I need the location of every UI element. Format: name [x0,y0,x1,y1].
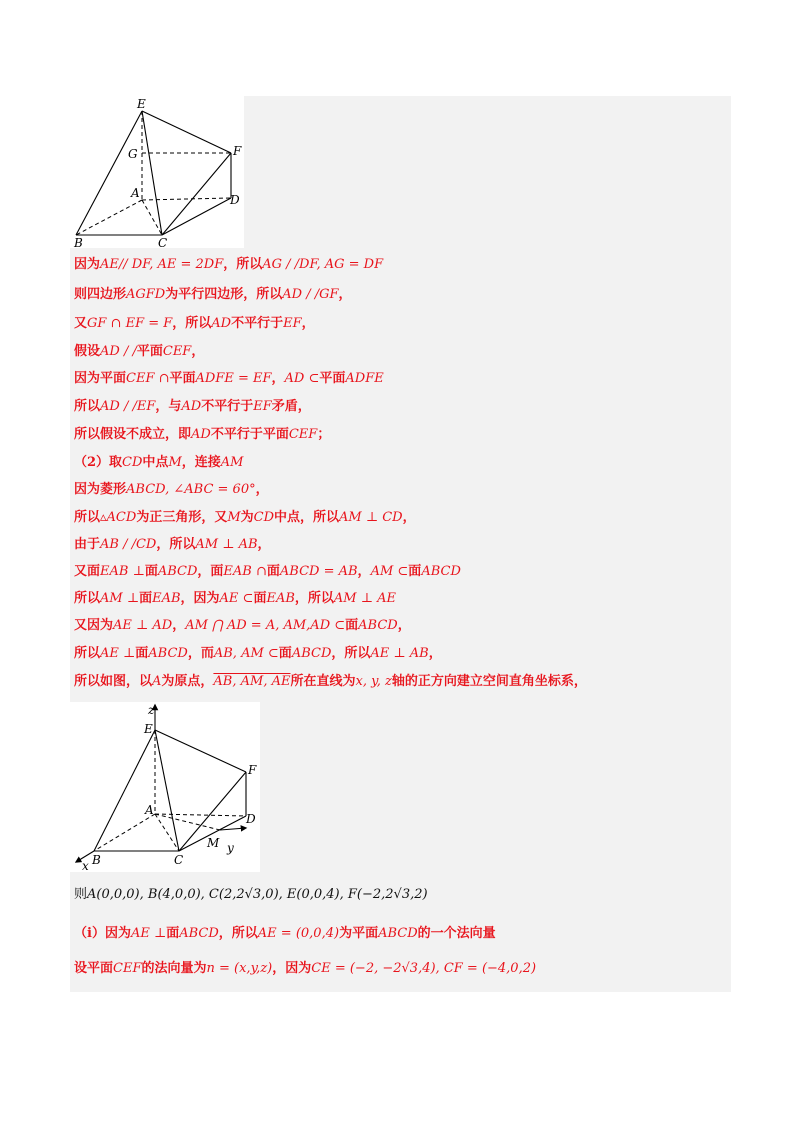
text: 平面 [136,344,163,359]
text: 面 [135,646,149,661]
formula: CEF [288,427,318,442]
formula: AD [191,427,211,442]
formula: ADFE [345,371,384,386]
text: ，而 [187,646,214,661]
formula: A(0,0,0), B(4,0,0), C(2,2√3,0), E(0,0,4), F(−2,2√3,2) [87,887,428,902]
proof-line-6 [74,398,311,416]
formula: AE// DF, AE = 2DF [100,257,224,272]
text: 中点 [142,455,169,470]
text: ，面 [197,564,224,579]
label-B: B [74,236,83,248]
text: 平面 [319,371,346,386]
text: ， [402,510,416,525]
formula: AB, AM ⊂ [213,646,279,661]
formula: ABCD = AB [279,564,358,579]
edge-EF [155,730,246,772]
text: 面 [144,564,158,579]
proof-line-10 [74,509,416,527]
label-y: y [227,841,234,855]
text: ，所以 [218,926,258,941]
formula: AM ⊥ [100,591,140,606]
formula: x, y, z [355,674,392,689]
formula: n = (x,y,z) [206,961,273,976]
text: 因为 [74,257,101,272]
text: 矛盾， [271,399,311,414]
formula: CEF ∩ [126,371,170,386]
label-B: B [92,853,101,867]
text: 设平面 [74,961,114,976]
text: ， [357,564,371,579]
formula: A [152,674,162,689]
formula: EAB ⊥ [100,564,145,579]
formula: AM [220,455,244,470]
text: 由于 [74,537,101,552]
formula: AE ⊥ AD [113,618,173,633]
text: ，所以 [172,316,212,331]
formula: AD / /GF [282,287,339,302]
text: 所以 [74,510,101,525]
proof-line-16 [74,673,587,691]
figure-1-solid [70,96,244,248]
formula: AGFD [126,287,166,302]
text: ， [397,618,411,633]
vector-formula: AE = (0,0,4) [257,926,340,941]
text: 所以如图，以 [74,674,153,689]
text: 因为平面 [74,371,127,386]
text: ； [317,427,331,442]
formula: EAB ∩ [223,564,267,579]
proof-line-12 [74,563,461,581]
figure-1-svg [70,96,244,248]
text: ， [257,537,271,552]
text: 面 [278,646,292,661]
text: 平面 [169,371,196,386]
label-F: F [248,763,257,777]
formula: M [168,455,182,470]
content-panel [70,96,731,992]
coordinates-line [74,886,428,904]
text: 面 [345,618,359,633]
formula: AD ⊂ [284,371,320,386]
formula: AD / /EF [100,399,156,414]
formula: CEF [162,344,192,359]
text: 又因为 [74,618,114,633]
edge-CD [162,198,231,235]
text: 又面 [74,564,101,579]
formula: AD [211,316,232,331]
text: 的一个法向量 [417,926,496,941]
formula: M [227,510,241,525]
label-z: z [148,703,155,717]
formula: AD / / [100,344,137,359]
label-E: E [137,97,146,111]
formula: AM ⊂ [370,564,409,579]
formula: EAB [152,591,181,606]
text: ，因为 [180,591,220,606]
formula: ABCD [148,646,188,661]
proof-line-2 [74,286,352,304]
proof-line-7 [74,426,330,444]
text: ， [271,371,285,386]
formula: CD [122,455,143,470]
text: 不平行于 [201,399,254,414]
proof-line-3 [74,315,315,333]
text: 面 [266,564,280,579]
formula: EF [283,316,302,331]
vector-formula: AB, AM, AE [213,674,291,689]
edge-EF [142,111,231,153]
formula: GF ∩ EF = F [87,316,173,331]
label-D: D [230,193,240,207]
edge-EB [76,111,142,235]
text: ，所以 [294,591,334,606]
label-C: C [174,853,184,867]
text: 的法向量为 [141,961,207,976]
label-C: C [158,236,168,248]
axis-y [220,828,246,830]
edge-CF [162,153,231,235]
formula: AM ⊥ AB [195,537,258,552]
label-M: M [207,836,220,850]
formula: ABCD [157,564,198,579]
formula: ABCD [358,618,398,633]
proof-line-i [74,925,496,943]
formula: ADFE = EF [195,371,272,386]
text: 为平面 [339,926,379,941]
text: ，所以 [156,537,196,552]
text: 为正三角形，又 [136,510,228,525]
formula: CD [253,510,275,525]
text: 则四边形 [74,287,127,302]
formula: ▵ACD [100,510,137,525]
text: 又 [74,316,88,331]
text: ，所以 [331,646,371,661]
text: ，因为 [272,961,312,976]
text: 所以 [74,399,101,414]
formula: EAB [266,591,295,606]
text: ， [338,287,352,302]
text: 面 [408,564,422,579]
text: ，与 [155,399,182,414]
label-D: D [246,812,256,826]
text: ，所以 [223,257,263,272]
proof-line-8 [74,454,243,472]
text: 面 [253,591,267,606]
edge-AD [155,814,246,816]
text: 所在直线为 [290,674,356,689]
formula: AM ⊥ AE [333,591,396,606]
formula: AE ⊥ AB [370,646,429,661]
proof-line-11 [74,536,271,554]
formula: CEF [113,961,142,976]
text: 中点，所以 [274,510,340,525]
label-x: x [82,859,89,872]
text: ， [301,316,315,331]
formula: ABCD, ∠ABC = 60° [126,482,256,497]
formula: AE ⊥ [130,926,167,941]
text: 面 [166,926,180,941]
proof-line-1 [74,256,383,274]
text: ， [172,618,186,633]
edge-AM [155,814,220,830]
formula: ABCD [291,646,332,661]
text: （2）取 [74,455,123,470]
edge-EC [142,111,162,235]
figure-2-coordinate-solid [70,702,260,872]
text: 为 [240,510,254,525]
formula: AE ⊂ [219,591,254,606]
text: 所以 [74,646,101,661]
label-F: F [233,144,242,158]
text: ， [255,482,269,497]
proof-line-5 [74,370,384,388]
formula: ABCD [378,926,418,941]
formula: AB / /CD [100,537,157,552]
formula: AM ⊥ CD [339,510,403,525]
formula: EF [253,399,272,414]
text: 面 [139,591,153,606]
formula: AE ⊥ [100,646,136,661]
label-E: E [144,722,153,736]
text: 所以 [74,591,101,606]
text: 不平行于 [231,316,284,331]
text: 假设 [74,344,101,359]
text: 因为菱形 [74,482,127,497]
text: 所以假设不成立，即 [74,427,192,442]
formula: AG / /DF, AG = DF [262,257,384,272]
text: 则 [74,887,88,902]
formula: AD [181,399,202,414]
proof-line-13 [74,590,396,608]
text: 为原点， [161,674,214,689]
proof-line-9 [74,481,269,499]
proof-line-14 [74,617,411,635]
proof-line-15 [74,645,442,663]
vector-formula: CE = (−2, −2√3,4), CF = (−4,0,2) [311,961,537,976]
text: （i）因为 [74,926,131,941]
formula: AM ⋂ AD = A, AM,AD ⊂ [185,618,346,633]
figure-2-svg [70,702,260,872]
formula: ABCD [179,926,219,941]
text: ，连接 [181,455,221,470]
proof-line-4 [74,343,204,361]
label-A: A [131,186,140,200]
text: ， [428,646,442,661]
label-A: A [145,803,154,817]
text: ， [191,344,205,359]
formula: ABCD [421,564,461,579]
proof-line-last [74,960,536,978]
edge-AD [142,198,231,200]
text: 轴的正方向建立空间直角坐标系， [391,674,587,689]
label-G: G [128,147,138,161]
text: 不平行于平面 [210,427,289,442]
text: 为平行四边形，所以 [165,287,283,302]
